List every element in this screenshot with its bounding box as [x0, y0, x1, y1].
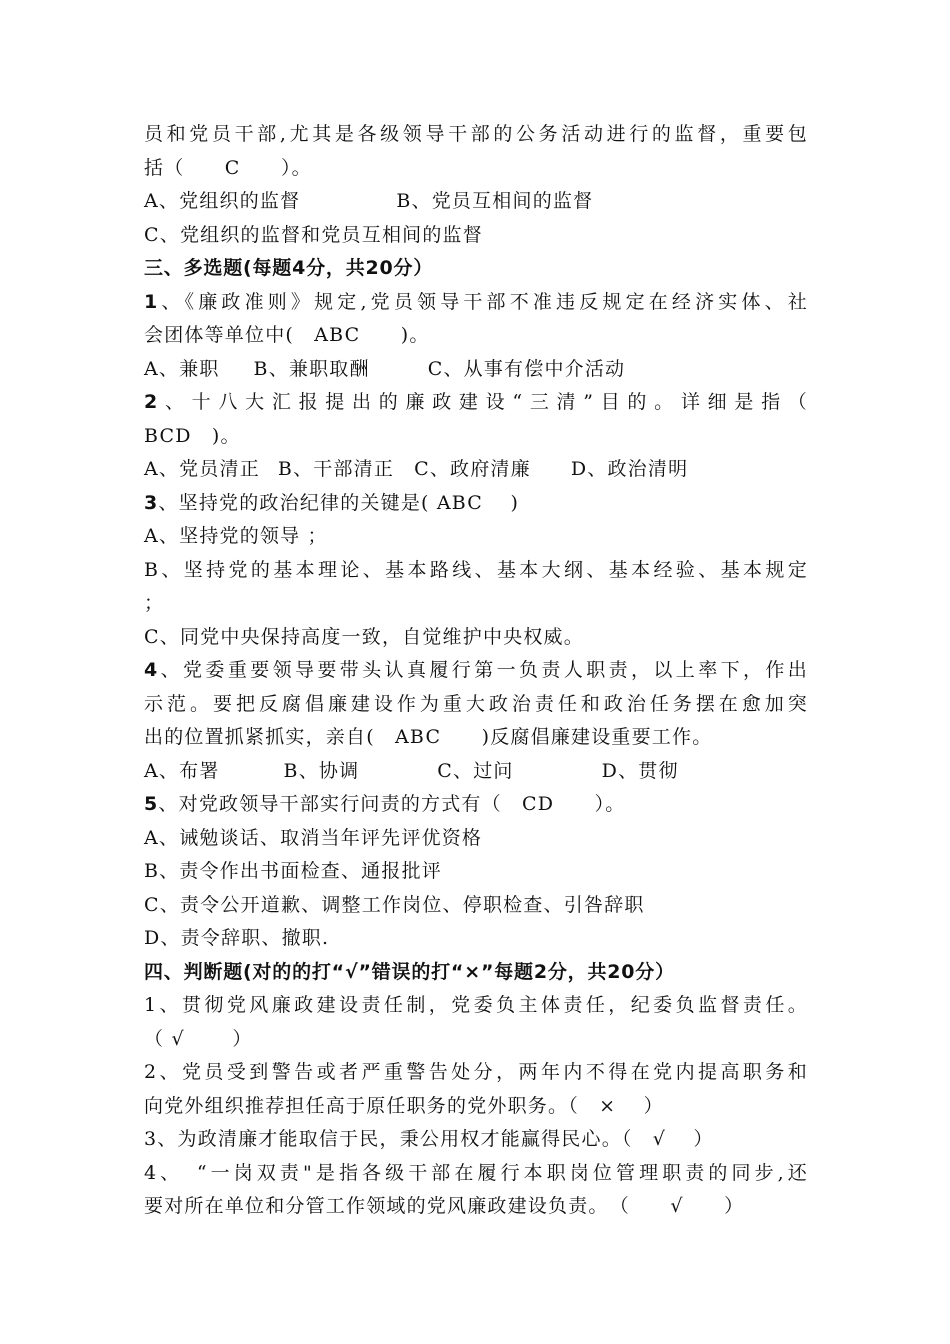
text-line: [144, 1123, 808, 1157]
option-text: A、兼职: [144, 357, 220, 380]
line-text: B、坚持党的基本理论、基本路线、基本大纲、基本经验、基本规定: [144, 558, 808, 581]
text-line: [144, 1090, 808, 1124]
text-line: [144, 520, 808, 554]
line-text: 、十八大汇报提出的廉政建设“三清”目的。详细是指（: [158, 391, 808, 413]
line-text: 、对党政领导干部实行问责的方式有（ CD ）。: [158, 793, 626, 815]
line-text: C、责令公开道歉、调整工作岗位、停职检查、引咎辞职: [144, 893, 645, 916]
option-text: D、贯彻: [601, 759, 679, 782]
line-text: C、党组织的监督和党员互相间的监督: [144, 223, 483, 246]
option-text: B、兼职取酬: [253, 357, 370, 380]
text-line: [144, 554, 808, 588]
option-text: B、党员互相间的监督: [396, 190, 594, 212]
text-line: [144, 922, 808, 956]
section-heading: [144, 252, 808, 286]
text-line: [144, 453, 808, 487]
question-number: 1: [144, 290, 159, 313]
text-line: [144, 788, 808, 822]
text-line: [144, 1056, 808, 1090]
text-line: [144, 152, 808, 186]
document-page: [144, 118, 808, 1224]
text-line: [144, 889, 808, 923]
text-line: [144, 185, 808, 219]
text-line: [144, 688, 808, 722]
line-text: A、坚持党的领导 ；: [144, 525, 328, 547]
line-text: 出的位置抓紧抓实，亲自( ABC )反腐倡廉建设重要工作。: [144, 726, 713, 748]
text-line: [144, 855, 808, 889]
line-text: 三、多选题(每题4分，共20分）: [144, 257, 434, 279]
text-line: [144, 420, 808, 454]
line-text: 会团体等单位中( ABC )。: [144, 324, 430, 346]
line-text: A、诫勉谈话、取消当年评先评优资格: [144, 826, 483, 849]
line-text: ；: [144, 592, 165, 614]
text-line: [144, 587, 808, 621]
option-text: A、布署: [144, 759, 220, 782]
line-text: D、责令辞职、撤职.: [144, 927, 330, 949]
text-line: [144, 989, 808, 1023]
question-number: 5: [144, 793, 159, 815]
line-text: 、坚持党的政治纪律的关键是( ABC ): [158, 491, 520, 514]
text-line: [144, 822, 808, 856]
option-text: C、政府清廉: [414, 458, 531, 480]
text-line: [144, 755, 808, 789]
text-line: [144, 654, 808, 688]
question-number: 2: [144, 391, 159, 413]
line-text: 员和党员干部,尤其是各级领导干部的公务活动进行的监督，重要包: [144, 123, 808, 145]
text-line: [144, 1023, 808, 1057]
text-line: [144, 721, 808, 755]
option-text: C、从事有偿中介活动: [427, 357, 626, 380]
line-text: BCD )。: [144, 424, 241, 447]
text-line: [144, 286, 808, 320]
text-line: [144, 1190, 808, 1224]
question-number: 3: [144, 491, 159, 514]
line-text: 示范。要把反腐倡廉建设作为重大政治责任和政治任务摆在愈加突: [144, 692, 808, 715]
line-text: 3、为政清廉才能取信于民，秉公用权才能赢得民心。（ √ ）: [144, 1128, 714, 1150]
line-text: 4、 “一岗双责"是指各级干部在履行本职岗位管理职责的同步,还: [144, 1161, 808, 1184]
option-text: A、党员清正: [144, 458, 260, 480]
line-text: 1、贯彻党风廉政建设责任制，党委负主体责任，纪委负监督责任。: [144, 994, 808, 1016]
text-line: [144, 386, 808, 420]
line-text: 2、党员受到警告或者严重警告处分，两年内不得在党内提高职务和: [144, 1061, 808, 1083]
text-line: [144, 487, 808, 521]
line-text: 向党外组织推荐担任高于原任职务的党外职务。（ × ）: [144, 1094, 664, 1117]
line-text: 括（ C ）。: [144, 156, 312, 179]
text-line: [144, 1157, 808, 1191]
option-text: A、党组织的监督: [144, 190, 301, 212]
line-text: 、党委重要领导要带头认真履行第一负责人职责，以上率下，作出: [158, 659, 808, 681]
text-line: [144, 621, 808, 655]
text-line: [144, 118, 808, 152]
option-text: B、协调: [283, 759, 360, 782]
option-text: B、干部清正: [277, 458, 395, 480]
line-text: B、责令作出书面检查、通报批评: [144, 860, 442, 882]
line-text: （ √ ）: [144, 1027, 253, 1050]
line-text: C、同党中央保持高度一致，自觉维护中央权威。: [144, 625, 584, 648]
section-heading: [144, 956, 808, 990]
text-line: [144, 319, 808, 353]
option-text: C、过问: [437, 759, 514, 782]
question-number: 4: [144, 659, 159, 681]
line-text: 、《廉政准则》规定,党员领导干部不准违反规定在经济实体、社: [158, 290, 808, 313]
line-text: 四、判断题(对的的打“√”错误的打“×”每题2分，共20分）: [144, 960, 675, 983]
line-text: 要对所在单位和分管工作领域的党风廉政建设负责。 （ √ ）: [144, 1195, 745, 1217]
text-line: [144, 219, 808, 253]
option-text: D、政治清明: [570, 458, 689, 480]
text-line: [144, 353, 808, 387]
